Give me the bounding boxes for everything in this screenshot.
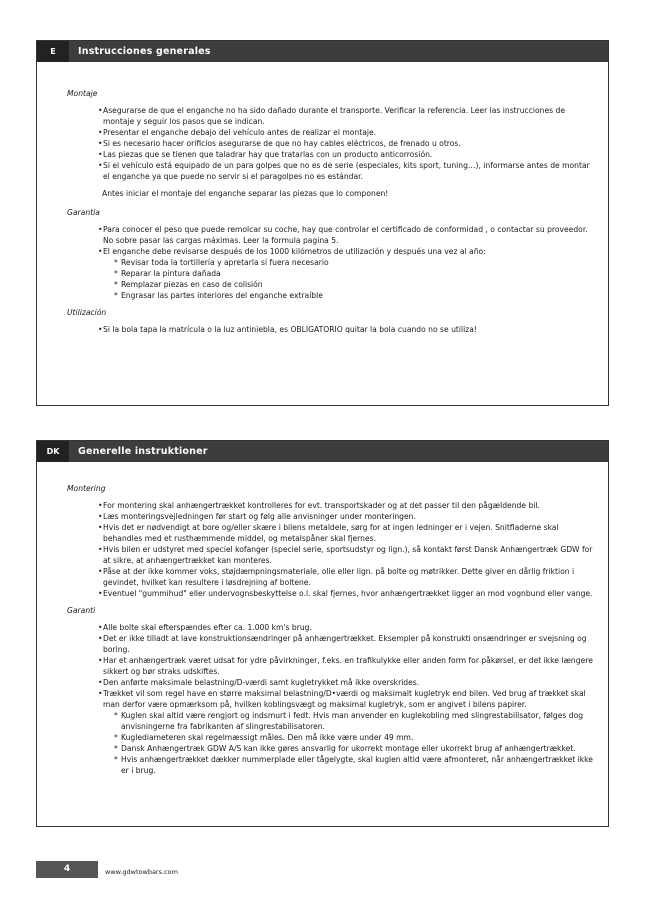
list-item: • Har et anhængertræk været udsat for ydre påvirkninger, f.eks. en trafikulykke eller anden form for påkørsel, er det ikke længere sikkert og bør straks udskiftes. [67, 655, 596, 677]
list-item: • Alle bolte skal efterspændes efter ca. 1.000 km's brug. [67, 622, 596, 633]
section-e [36, 40, 609, 406]
list-item: • Para conocer el peso que puede remolcar su coche, hay que controlar el certificado de conformidad , o contactar su proveedor. No sobre pasar las cargas máximas. Leer la formula pagina 5. [67, 224, 596, 246]
sub-list-item: * Engrasar las partes interiores del enganche extraíble [67, 290, 596, 301]
language-code: E [37, 41, 69, 62]
section-content [67, 483, 596, 782]
heading-garanti: Garanti [67, 606, 96, 615]
list-item: • Si el vehículo está equipado de un para golpes que no es de serie (especiales, kits sport, tuning…), informarse antes de montar el enganche ya que puede no servir si el paragolpes no es estándar. [67, 160, 596, 182]
footer-url: www.gdwtowbars.com [105, 868, 178, 876]
montaje-list [67, 105, 596, 182]
list-item: • Presentar el enganche debajo del vehículo antes de realizar el montaje. [67, 127, 596, 138]
list-item: • Si es necesario hacer orificios asegurarse de que no hay cables eléctricos, de frenado u otros. [67, 138, 596, 149]
sub-list-item: * Kuglediameteren skal regelmæssigt måles. Den må ikke være under 49 mm. [67, 732, 596, 743]
section-header [37, 441, 608, 462]
heading-utilizacion: Utilización [67, 308, 107, 317]
page-number: 4 [36, 861, 98, 878]
sub-list-item: * Dansk Anhængertræk GDW A/S kan ikke gøres ansvarlig for ukorrekt montage eller ukorrekt brug af anhængertrækket. [67, 743, 596, 754]
heading-montering: Montering [67, 484, 106, 493]
utilizacion-list [67, 324, 596, 335]
section-header [37, 41, 608, 62]
list-item: • Si la bola tapa la matrícula o la luz antiniebla, es OBLIGATORIO quitar la bola cuando no se utiliza! [67, 324, 596, 335]
list-item: • Den anførte maksimale belastning/D-værdi samt kugletrykket må ikke overskrides. [67, 677, 596, 688]
list-item: • El enganche debe revisarse después de los 1000 kilómetros de utilización y después una vez al año: [67, 246, 596, 257]
section-title: Generelle instruktioner [78, 446, 208, 457]
sub-list-item: * Kuglen skal altid være rengjort og indsmurt i fedt. Hvis man anvender en kuglekobling med slingrestabilisator, følges dog anvisningerne fra fabrikanten af slingrestabilisatoren. [67, 710, 596, 732]
list-item: • Eventuel "gummihud" eller undervognsbeskyttelse o.l. skal fjernes, hvor anhængertrækket ligger an mod vognbund eller vange. [67, 588, 596, 599]
section-content [67, 88, 596, 341]
list-item: • Trækket vil som regel have en større maksimal belastning/D•værdi og maksimalt kugletryk end bilen. Ved brug af trækket skal man derfor være opmærksom på, hvilken koblingsvægt og maksimal kugletryk, som er angivet i bilens papirer. [67, 688, 596, 710]
montaje-note: Antes iniciar el montaje del enganche separar las piezas que lo componen! [102, 189, 389, 198]
heading-garantia: Garantia [67, 208, 100, 217]
list-item: • Hvis bilen er udstyret med speciel kofanger (speciel serie, sportsudstyr og lign.), så kontakt først Dansk Anhængertræk GDW for at sikre, at anhængertrækket kan monteres. [67, 544, 596, 566]
list-item: • Las piezas que se tienen que taladrar hay que tratarlas con un producto anticorrosión. [67, 149, 596, 160]
sub-list-item: * Remplazar piezas en caso de colisión [67, 279, 596, 290]
list-item: • Hvis det er nødvendigt at bore og/eller skære i bilens metaldele, sørg for at ingen ledninger er i vejen. Snitfladerne skal behandles med et rusthæmmende middel, og metalspåner skal fjernes. [67, 522, 596, 544]
section-dk [36, 440, 609, 827]
sub-list-item: * Revisar toda la tortillería y apretarla si fuera necesario [67, 257, 596, 268]
language-code: DK [37, 441, 69, 462]
section-title: Instrucciones generales [78, 46, 211, 57]
sub-list-item: * Reparar la pintura dañada [67, 268, 596, 279]
list-item: • Læs monteringsvejledningen før start og følg alle anvisninger under monteringen. [67, 511, 596, 522]
list-item: • Det er ikke tilladt at lave konstruktionsændringer på anhængertrækket. Eksempler på konstrukti onsændringer er svejsning og boring. [67, 633, 596, 655]
montering-list [67, 500, 596, 599]
list-item: • Asegurarse de que el enganche no ha sido dañado durante el transporte. Verificar la referencia. Leer las instrucciones de montaje y seguir los pasos que se indican. [67, 105, 596, 127]
sub-list-item: * Hvis anhængertrækket dækker nummerplade eller tågelygte, skal kuglen altid være afmonteret, når anhængertrækket ikke er i brug. [67, 754, 596, 776]
heading-montaje: Montaje [67, 89, 98, 98]
list-item: • For montering skal anhængertrækket kontrolleres for evt. transportskader og at det passer til den pågældende bil. [67, 500, 596, 511]
garanti-list [67, 622, 596, 776]
garantia-list [67, 224, 596, 301]
list-item: • Påse at der ikke kommer voks, støjdæmpningsmateriale, olie eller lign. på bolte og møtrikker. Dette giver en dårlig friktion i gevindet, hvilket kan resultere i løsdrejning af boltene. [67, 566, 596, 588]
